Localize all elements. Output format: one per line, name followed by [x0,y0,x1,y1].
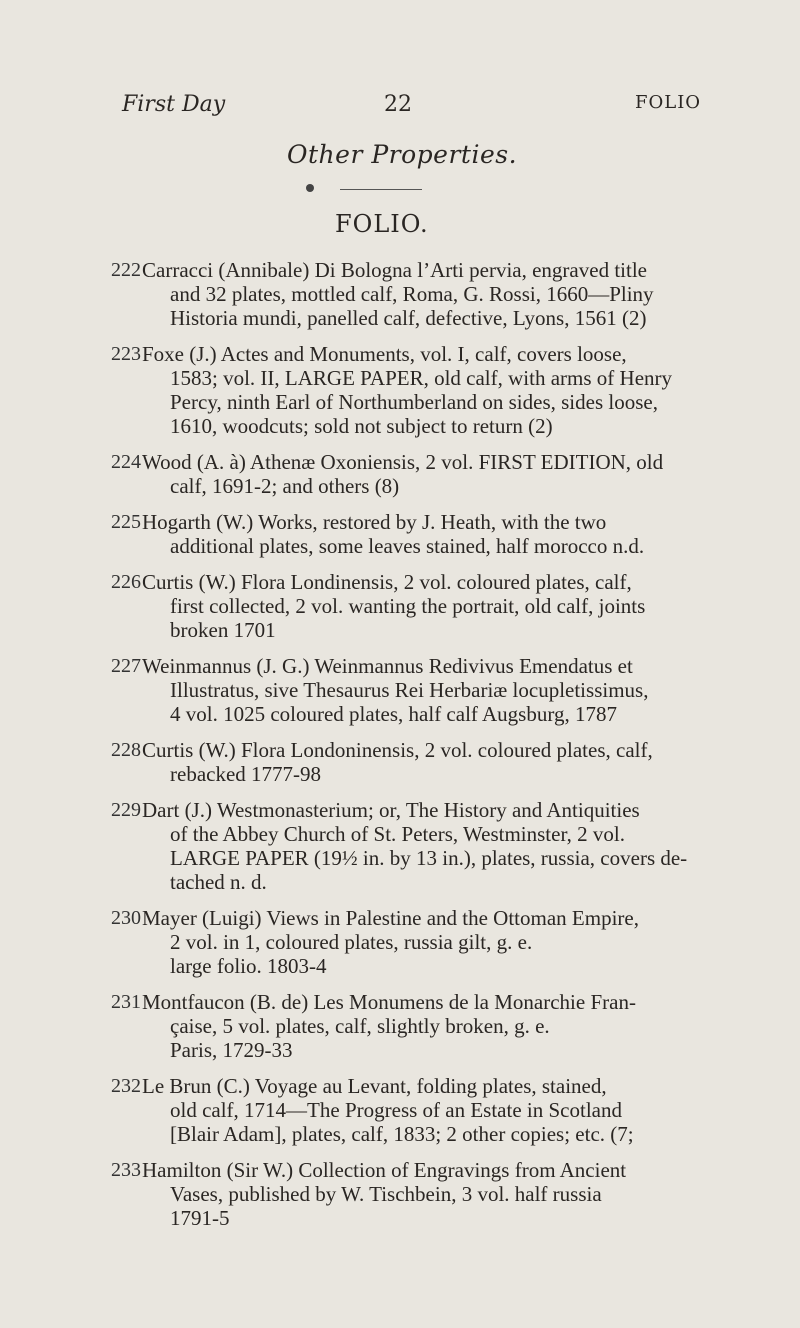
section-title: Other Properties. [287,140,518,169]
lot-number: 224 [111,451,141,473]
lot-entry [111,570,752,642]
lot-description-line: 4 vol. 1025 coloured plates, half calf Augsburg, 1787 [170,702,617,726]
lot-description-line: broken 1701 [170,618,276,642]
lot-description-line: of the Abbey Church of St. Peters, Westminster, 2 vol. [170,822,625,846]
lot-description-line: first collected, 2 vol. wanting the portrait, old calf, joints [170,594,646,618]
lot-description-line: Montfaucon (B. de) Les Monumens de la Monarchie Fran- [142,990,636,1014]
lot-description-line: Le Brun (C.) Voyage au Levant, folding plates, stained, [142,1074,607,1098]
lot-number: 233 [111,1159,141,1181]
lot-description-line: 1791-5 [170,1206,230,1230]
lot-description-line: 1583; vol. II, LARGE PAPER, old calf, with arms of Henry [170,366,673,390]
lot-number: 222 [111,259,141,281]
lot-entry [111,1074,752,1146]
ornament-dot [306,184,314,192]
lot-entry [111,798,752,894]
lot-description-line: Hogarth (W.) Works, restored by J. Heath, with the two [142,510,607,534]
lot-description-line: Foxe (J.) Actes and Monuments, vol. I, calf, covers loose, [142,342,627,366]
lot-description-line: Mayer (Luigi) Views in Palestine and the Ottoman Empire, [142,906,639,930]
lot-description-line: 1610, woodcuts; sold not subject to return (2) [170,414,553,438]
lot-description-line: Curtis (W.) Flora Londinensis, 2 vol. coloured plates, calf, [142,570,632,594]
lot-entry [111,738,752,786]
lot-number: 225 [111,511,141,533]
lot-description-line: old calf, 1714—The Progress of an Estate in Scotland [170,1098,622,1122]
lot-description-line: Dart (J.) Westmonasterium; or, The History and Antiquities [142,798,640,822]
lot-number: 232 [111,1075,141,1097]
lot-entry [111,990,752,1062]
lot-number: 228 [111,739,141,761]
lot-number: 231 [111,991,141,1013]
lot-description-line: Illustratus, sive Thesaurus Rei Herbariæ locupletissimus, [170,678,649,702]
lot-entry [111,258,752,330]
lot-description-line: 2 vol. in 1, coloured plates, russia gilt, g. e. [170,930,533,954]
lot-description-line: çaise, 5 vol. plates, calf, slightly broken, g. e. [170,1014,550,1038]
lot-description-line: rebacked 1777-98 [170,762,322,786]
lot-entry [111,1158,752,1230]
lot-description-line: Paris, 1729-33 [170,1038,293,1062]
lot-description-line: Carracci (Annibale) Di Bologna l’Arti pervia, engraved title [142,258,647,282]
lot-description-line: Weinmannus (J. G.) Weinmannus Redivivus Emendatus et [142,654,633,678]
divider [340,189,422,190]
lot-description-line: [Blair Adam], plates, calf, 1833; 2 other copies; etc. (7; [170,1122,634,1146]
lot-description-line: large folio. 1803-4 [170,954,327,978]
lot-description-line: calf, 1691-2; and others (8) [170,474,400,498]
lot-entry [111,450,752,498]
lot-description-line: LARGE PAPER (19½ in. by 13 in.), plates, russia, covers de- [170,846,688,870]
format-label: FOLIO [635,92,702,113]
lot-description-line: Curtis (W.) Flora Londoninensis, 2 vol. coloured plates, calf, [142,738,653,762]
lot-description-line: Vases, published by W. Tischbein, 3 vol. half russia [170,1182,602,1206]
lot-number: 227 [111,655,141,677]
lot-number: 226 [111,571,141,593]
lot-description-line: and 32 plates, mottled calf, Roma, G. Rossi, 1660—Pliny [170,282,654,306]
page-number: 22 [384,92,412,117]
lot-entry [111,510,752,558]
lot-number: 229 [111,799,141,821]
lot-entry [111,906,752,978]
lot-entry [111,654,752,726]
lot-description-line: additional plates, some leaves stained, half morocco n.d. [170,534,645,558]
lot-description-line: Percy, ninth Earl of Northumberland on sides, sides loose, [170,390,658,414]
day-label: First Day [122,92,226,117]
lot-description-line: Hamilton (Sir W.) Collection of Engravings from Ancient [142,1158,627,1182]
lot-number: 223 [111,343,141,365]
lot-description-line: Wood (A. à) Athenæ Oxoniensis, 2 vol. FIRST EDITION, old [142,450,664,474]
subheading: FOLIO. [335,210,429,238]
lot-description-line: tached n. d. [170,870,267,894]
lot-number: 230 [111,907,141,929]
lot-entry [111,342,752,438]
page-header [0,92,800,122]
lot-description-line: Historia mundi, panelled calf, defective, Lyons, 1561 (2) [170,306,647,330]
